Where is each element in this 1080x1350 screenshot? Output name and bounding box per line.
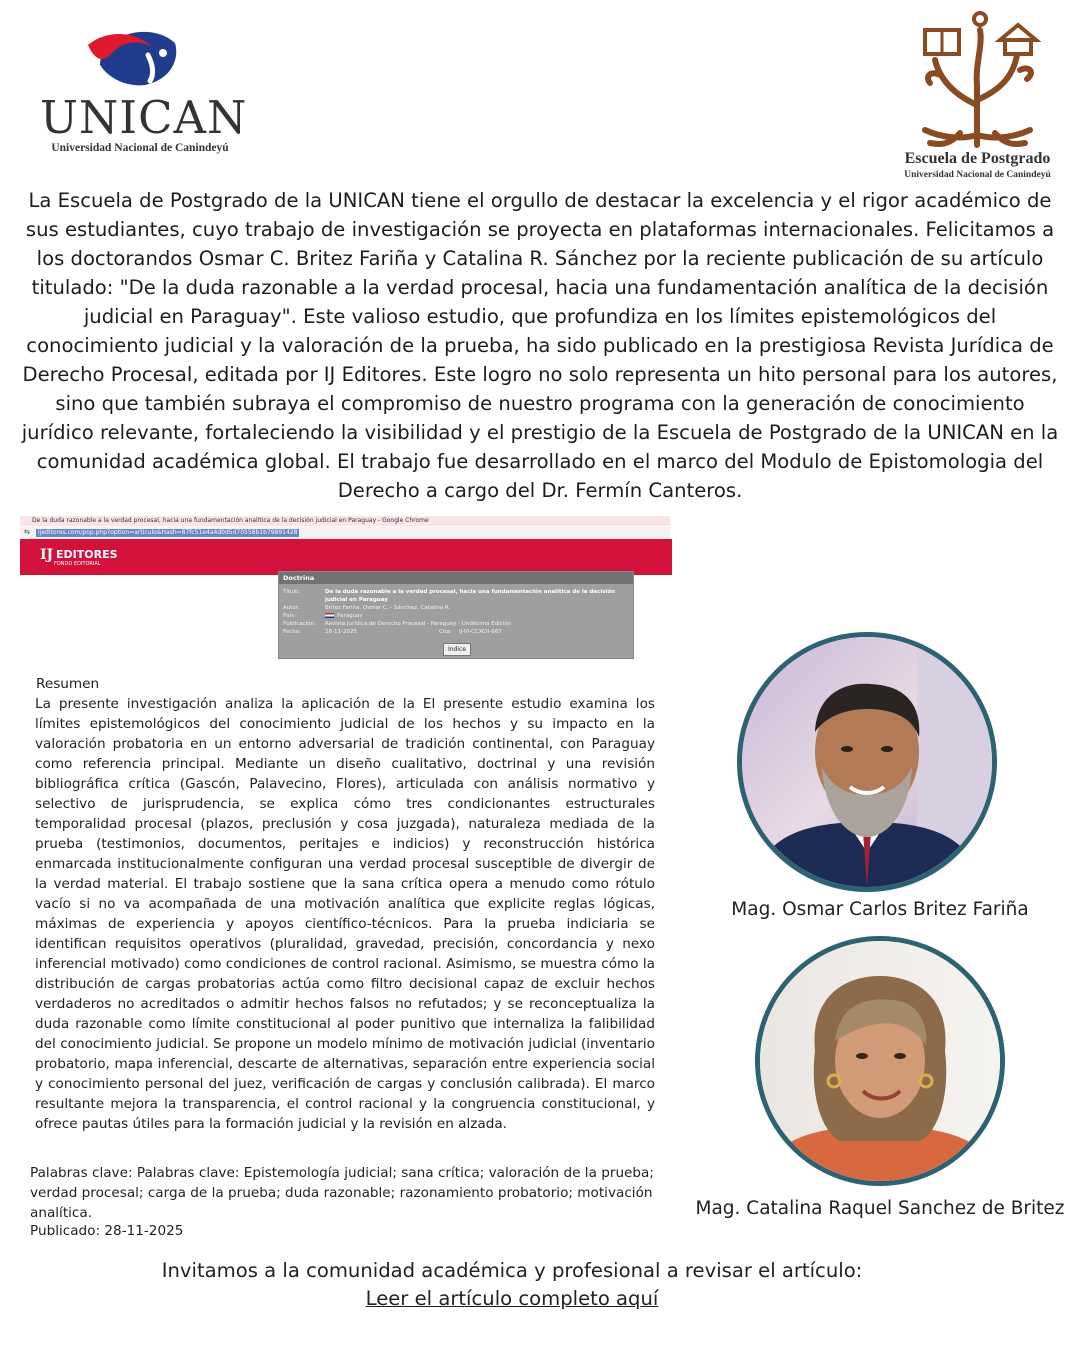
panel-row: Publicación: Revista Jurídica de Derecho Procesal - Paraguay - Undécima Edición <box>283 621 512 627</box>
publisher-brand: EDITORES <box>56 548 118 561</box>
postgrado-title: Escuela de Postgrado <box>904 150 1051 167</box>
unican-wordmark: UNICAN <box>40 91 248 144</box>
index-button[interactable]: Indice <box>443 643 471 656</box>
keywords: Palabras clave: Palabras clave: Epistemología judicial; sana crítica; valoración de la prueba; verdad procesal; carga de la prueba; duda razonable; razonamiento probatorio; motivación analítica. <box>30 1165 654 1221</box>
abstract-label: Resumen <box>36 676 100 692</box>
publication-date: Publicado: 28-11-2025 <box>30 1223 184 1239</box>
browser-title-bar: De la duda razonable a la verdad procesal, hacia una fundamentación analítica de la decisión judicial en Paraguay - Google Chrome <box>20 516 670 526</box>
postgrado-logo <box>885 5 1070 185</box>
panel-row: País: Paraguay <box>283 613 363 619</box>
article-info-panel <box>278 571 634 659</box>
author-name-1: Mag. Osmar Carlos Britez Fariña <box>731 899 1029 920</box>
refresh-icon: ⇆ <box>24 528 30 536</box>
panel-row-cita: Cita: IJ-VI-CCXCII-667 <box>439 629 502 635</box>
browser-url[interactable]: ijeditores.com/pop.php?option=articulo&Hash=87fc51e4a4d0d5d70558b1b79891428 <box>38 529 298 536</box>
publisher-brand-sub: FONDO EDITORIAL <box>54 561 101 567</box>
postgrado-subtitle: Universidad Nacional de Canindeyú <box>904 170 1051 180</box>
author-portrait-1 <box>737 632 997 892</box>
read-article-link[interactable]: Leer el artículo completo aquí <box>365 1287 659 1310</box>
article-screenshot <box>20 513 672 660</box>
abstract-text: La presente investigación analiza la aplicación de la El presente estudio examina los límites epistemológicos del conocimiento judicial de los hechos y su impacto en la valoración probatoria en un entorno adversarial de tradición continental, con Paraguay como referencia principal. Mediante un diseño cualitativo, doctrinal y una revisión bibliográfica crítica (Gascón, Palavecino, Flores), articulada con análisis normativo y selectivo de jurisprudencia, se explica cómo tres condicionantes estructurales temporalidad procesal (plazos, preclusión y cosa juzgada), naturaleza mediada de la prueba (testimonios, documentos, peritajes e indicios) y reconstrucción histórica enmarcada institucionalmente configuran una verdad procesal susceptible de divergir de la verdad material. El trabajo sostiene que la sana crítica opera a menudo como rótulo vacío si no va acompañada de una motivación analítica que explicite reglas lógicas, máximas de experiencia y apoyos científico-técnicos. Para la prueba indiciaria se identifican requisitos operativos (pluralidad, gravedad, precisión, concordancia y nexo inferencial motivado) como condiciones de control racional. Asimismo, se muestra cómo la distribución de cargas probatorias actúa como filtro decisional capaz de excluir hechos verdaderos no acreditados o admitir hechos falsos no refutados; y se reconceptualiza la duda razonable como límite constitucional al poder punitivo que internaliza la falibilidad del conocimiento judicial. Se propone un modelo mínimo de motivación judicial (inventario probatorio, mapa inferencial, descarte de alternativas, separación entre experiencia social y conocimiento personal del juez, verificación de cargas y conclusión calibrada). El marco resultante mejora la transparencia, el control racional y la congruencia constitucional, y ofrece pautas útiles para la formación judicial y la revisión en alzada. <box>35 696 656 1132</box>
ij-logo-icon: IJ <box>40 547 54 563</box>
unican-logo <box>30 25 248 160</box>
author-name-2: Mag. Catalina Raquel Sanchez de Britez <box>695 1198 1065 1219</box>
browser-url-bar <box>20 527 670 540</box>
unican-emblem-icon <box>30 25 245 100</box>
flag-icon <box>325 613 334 618</box>
panel-heading: Doctrina <box>279 572 633 584</box>
panel-row: Título: De la duda razonable a la verdad procesal, hacia una fundamentación analítica de la decisión <box>283 589 616 595</box>
woman-portrait-icon <box>760 941 1000 1181</box>
panel-row: judicial en Paraguay <box>325 597 388 603</box>
intro-paragraph: La Escuela de Postgrado de la UNICAN tiene el orgullo de destacar la excelencia y el rigor académico de sus estudiantes, cuyo trabajo de investigación se proyecta en plataformas internacionales. Felicitamos a los doctorandos Osmar C. Britez Fariña y Catalina R. Sánchez por la reciente publicación de su artículo titulado: "De la duda razonable a la verdad procesal, hacia una fundamentación analítica de la decisión judicial en Paraguay". Este valioso estudio, que profundiza en los límites epistemológicos del conocimiento judicial y la valoración de la prueba, ha sido publicado en la prestigiosa Revista Jurídica de Derecho Procesal, editada por IJ Editores. Este logro no solo representa un hito personal para los autores, sino que también subraya el compromiso de nuestro programa con la generación de conocimiento jurídico relevante, fortaleciendo la visibilidad y el prestigio de la Escuela de Postgrado de la UNICAN en la comunidad académica global. El trabajo fue desarrollado en el marco del Modulo de Epistomologia del Derecho a cargo del Dr. Fermín Canteros. <box>21 189 1059 502</box>
panel-row: Autor: Britez Fariña, Osmar C. - Sánchez, Catalina R. <box>283 605 451 611</box>
unican-subtitle: Universidad Nacional de Canindeyú <box>51 142 229 154</box>
tree-book-icon <box>885 5 1070 150</box>
author-portrait-2 <box>755 936 1005 1186</box>
panel-row: Fecha: 28-11-2025 <box>283 629 357 635</box>
man-portrait-icon <box>742 637 992 887</box>
invite-text: Invitamos a la comunidad académica y profesional a revisar el artículo: <box>161 1259 863 1282</box>
